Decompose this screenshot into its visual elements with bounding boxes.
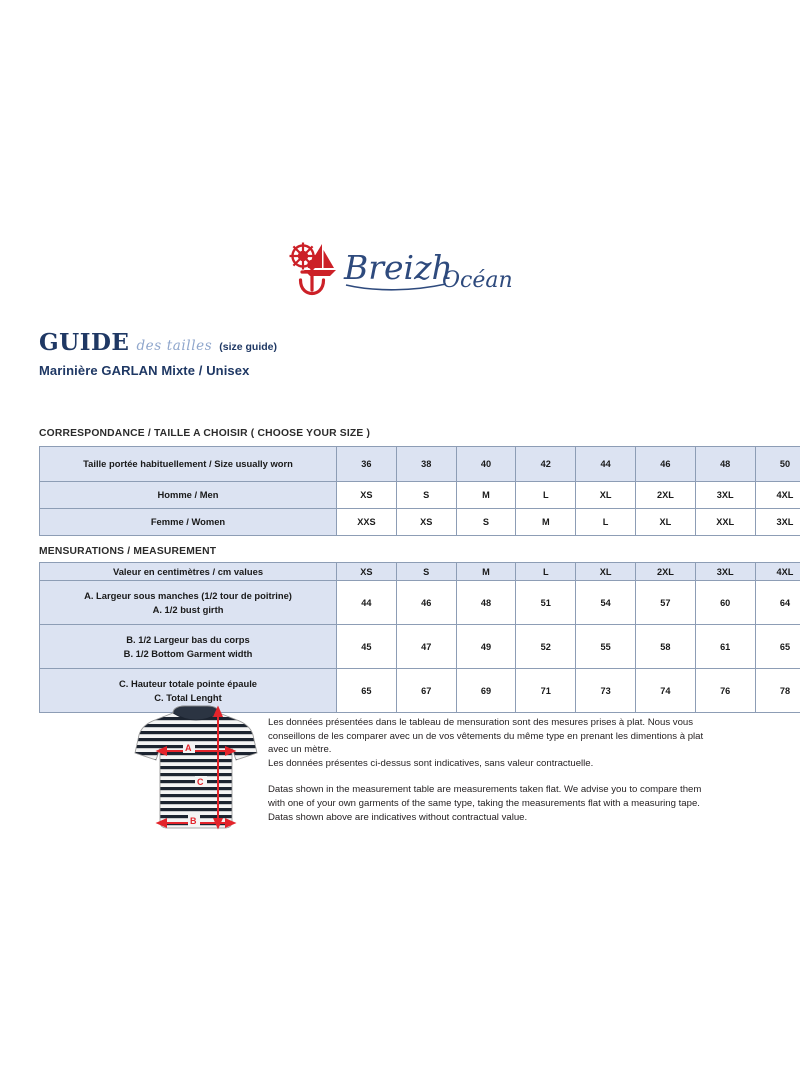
cell-value: S	[456, 509, 516, 536]
cell-value: 44	[337, 581, 397, 625]
table-header-row	[40, 563, 800, 581]
cell-value: 48	[456, 581, 516, 625]
row-label: Femme / Women	[40, 509, 337, 536]
cell-value: 3XL	[755, 509, 800, 536]
cell-value: XL	[576, 482, 636, 509]
cell-value: 36	[337, 447, 397, 482]
row-label-en: C. Total Lenght	[154, 691, 222, 703]
cell-value: 58	[635, 625, 695, 669]
column-header: 4XL	[755, 563, 800, 581]
cell-value: 3XL	[695, 482, 755, 509]
column-header-label: Valeur en centimètres / cm values	[40, 563, 337, 581]
cell-value: 74	[635, 669, 695, 713]
cell-value: 64	[755, 581, 800, 625]
cell-value: 47	[396, 625, 456, 669]
cell-value: 46	[635, 447, 695, 482]
cell-value: XS	[337, 482, 397, 509]
cell-value: L	[576, 509, 636, 536]
cell-value: 69	[456, 669, 516, 713]
row-label-fr: B. 1/2 Largeur bas du corps	[126, 633, 250, 645]
cell-value: 50	[755, 447, 800, 482]
cell-value: XL	[635, 509, 695, 536]
table-row	[40, 447, 800, 482]
column-header: S	[396, 563, 456, 581]
cell-value: 51	[516, 581, 576, 625]
table-row	[40, 509, 800, 536]
cell-value: 55	[576, 625, 636, 669]
mensurations-table	[39, 562, 800, 713]
cell-value: 67	[396, 669, 456, 713]
column-header: L	[516, 563, 576, 581]
des-tailles-script: des tailles	[136, 338, 213, 354]
cell-value: 65	[337, 669, 397, 713]
column-header: M	[456, 563, 516, 581]
cell-value: 65	[755, 625, 800, 669]
row-label	[40, 625, 337, 669]
table-row	[40, 482, 800, 509]
column-header: 3XL	[695, 563, 755, 581]
cell-value: 44	[576, 447, 636, 482]
column-header: XS	[337, 563, 397, 581]
row-label-en: B. 1/2 Bottom Garment width	[123, 647, 253, 659]
measurement-notes	[268, 716, 706, 824]
cell-value: 38	[396, 447, 456, 482]
brand-wordmark	[342, 243, 518, 295]
table-row	[40, 625, 800, 669]
row-label-en: A. 1/2 bust girth	[152, 603, 224, 615]
column-header: 2XL	[635, 563, 695, 581]
cell-value: 49	[456, 625, 516, 669]
cell-value: 57	[635, 581, 695, 625]
cell-value: 2XL	[635, 482, 695, 509]
cell-value: 61	[695, 625, 755, 669]
cell-value: S	[396, 482, 456, 509]
marker-c-label: C	[197, 777, 204, 787]
cell-value: 42	[516, 447, 576, 482]
note-en-2: Datas shown above are indicatives without contractual value.	[268, 811, 528, 823]
cell-value: XXS	[337, 509, 397, 536]
svg-text:Océan: Océan	[442, 268, 513, 293]
cell-value: L	[516, 482, 576, 509]
note-fr-2: Les données présentes ci-dessus sont indicatives, sans valeur contractuelle.	[268, 757, 594, 769]
cell-value: M	[456, 482, 516, 509]
product-subtitle: Marinière GARLAN Mixte / Unisex	[39, 363, 250, 378]
anchor-ships-wheel-sailboat-icon	[282, 238, 344, 296]
cell-value: 76	[695, 669, 755, 713]
mensurations-heading: MENSURATIONS / MEASUREMENT	[39, 546, 217, 557]
correspondance-table	[39, 446, 800, 536]
cell-value: 54	[576, 581, 636, 625]
cell-value: 45	[337, 625, 397, 669]
row-label	[40, 581, 337, 625]
cell-value: 40	[456, 447, 516, 482]
cell-value: 52	[516, 625, 576, 669]
note-fr-1: Les données présentées dans le tableau de mensuration sont des mesures prises à plat. Nous vous conseillons de les comparer avec un de vos vêtements du même type en prenant les dimentions à plat avec un mètre.	[268, 717, 704, 756]
striped-tshirt-measurement-diagram	[133, 704, 259, 834]
cell-value: XXL	[695, 509, 755, 536]
cell-value: 48	[695, 447, 755, 482]
row-label-fr: C. Hauteur totale pointe épaule	[118, 677, 258, 689]
cell-value: XS	[396, 509, 456, 536]
cell-value: M	[516, 509, 576, 536]
marker-b-label: B	[190, 816, 197, 826]
svg-text:Breizh: Breizh	[344, 248, 453, 287]
marker-a-label: A	[185, 743, 192, 753]
row-label: Homme / Men	[40, 482, 337, 509]
brand-logo	[0, 232, 800, 302]
table-row	[40, 581, 800, 625]
page-title	[39, 331, 539, 378]
note-en-1: Datas shown in the measurement table are measurements taken flat. We advise you to compare them with one of your own garments of the same type, taking the measurements flat with a measuring tape.	[268, 784, 702, 810]
cell-value: 60	[695, 581, 755, 625]
cell-value: 46	[396, 581, 456, 625]
row-label: Taille portée habituellement / Size usually worn	[40, 447, 337, 482]
cell-value: 78	[755, 669, 800, 713]
guide-word: GUIDE	[39, 329, 130, 356]
row-label-fr: A. Largeur sous manches (1/2 tour de poitrine)	[84, 589, 292, 601]
column-header: XL	[576, 563, 636, 581]
cell-value: 4XL	[755, 482, 800, 509]
cell-value: 73	[576, 669, 636, 713]
correspondance-heading: CORRESPONDANCE / TAILLE A CHOISIR ( CHOOSE YOUR SIZE )	[39, 428, 371, 439]
size-guide-translation: (size guide)	[219, 341, 277, 353]
cell-value: 71	[516, 669, 576, 713]
